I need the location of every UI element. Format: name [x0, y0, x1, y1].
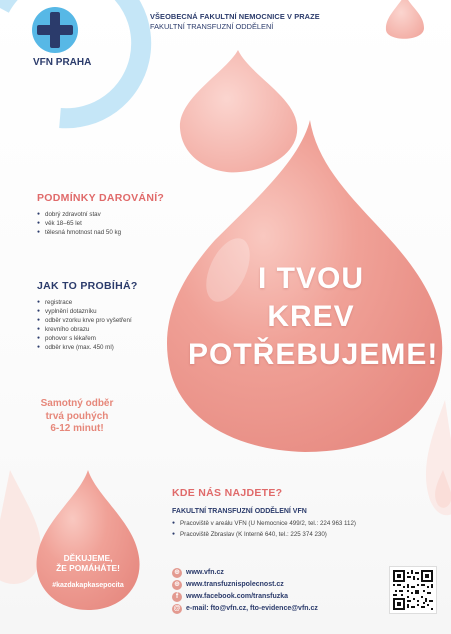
headline-line-3: POTŘEBUJEME!	[188, 338, 439, 371]
conditions-heading: PODMÍNKY DAROVÁNÍ?	[37, 192, 165, 204]
headline-line-2: KREV	[267, 300, 355, 333]
location-department: FAKULTNÍ TRANSFUZNÍ ODDĚLENÍ VFN	[172, 508, 307, 515]
process-list	[37, 298, 132, 352]
process-heading: JAK TO PROBÍHÁ?	[37, 280, 138, 292]
hospital-name: VŠEOBECNÁ FAKULTNÍ NEMOCNICE V PRAZE	[150, 12, 320, 21]
website-link[interactable]: www.vfn.cz	[186, 569, 224, 576]
duration-line: trvá pouhých	[45, 410, 109, 422]
list-item: ● tělesná hmotnost nad 50 kg	[37, 228, 121, 237]
facebook-link[interactable]: www.facebook.com/transfuzka	[186, 593, 289, 600]
duration-line: Samotný odběr	[40, 398, 114, 409]
list-item: ● odběr krve (max. 450 ml)	[37, 343, 132, 352]
conditions-list	[37, 210, 121, 237]
thanks-line: ŽE POMÁHÁTE!	[56, 563, 120, 573]
society-link[interactable]: www.transfuznispolecnost.cz	[186, 581, 284, 588]
list-item: ● pohovor s lékařem	[37, 334, 132, 343]
email-link[interactable]: e-mail: fto@vfn.cz, fto-evidence@vfn.cz	[186, 605, 318, 612]
facebook-icon: f	[172, 592, 182, 602]
thanks-text	[52, 553, 124, 573]
drop-medium	[180, 50, 297, 172]
qr-code-pattern	[393, 570, 433, 610]
duration-line: 6-12 minut!	[50, 423, 104, 434]
address-item: ● Pracoviště Zbraslav (K Interně 640, tel.: 225 374 230)	[172, 529, 356, 540]
list-item: ● věk 18–65 let	[37, 219, 121, 228]
faint-drop-left	[0, 470, 41, 584]
drop-small-bottom-left	[36, 470, 139, 610]
globe-icon: ⊕	[172, 580, 182, 590]
logo-text: VFN PRAHA	[33, 57, 92, 68]
drop-top-right	[386, 0, 424, 39]
thanks-line: DĚKUJEME,	[63, 553, 113, 563]
list-item: ● registrace	[37, 298, 132, 307]
department-name: FAKULTNÍ TRANSFUZNÍ ODDĚLENÍ	[150, 22, 274, 31]
at-icon: @	[173, 605, 181, 612]
qr-code[interactable]	[390, 567, 436, 613]
hashtag: #kazdakapkasepocita	[52, 582, 124, 589]
headline-line-1: I TVOU	[257, 262, 364, 295]
list-item: ● vyplnění dotazníku	[37, 307, 132, 316]
address-list	[172, 518, 356, 540]
duration-note	[37, 398, 117, 436]
address-item: ● Pracoviště v areálu VFN (U Nemocnice 499/2, tel.: 224 963 112)	[172, 518, 356, 529]
list-item: ● dobrý zdravotní stav	[37, 210, 121, 219]
vfn-logo-cross	[32, 7, 78, 53]
list-item: ● odběr vzorku krve pro vyšetření	[37, 316, 132, 325]
globe-icon: ⊕	[172, 568, 182, 578]
list-item: ● krevního obrazu	[37, 325, 132, 334]
location-heading: KDE NÁS NAJDETE?	[172, 487, 283, 499]
